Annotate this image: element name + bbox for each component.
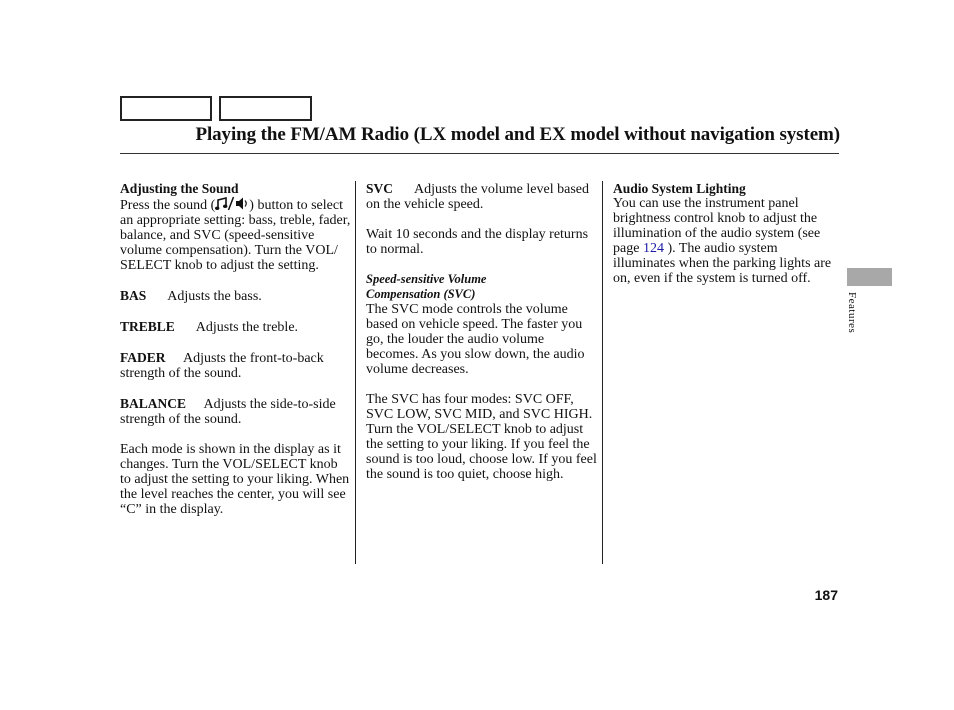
lighting-text-before-link: You can use the instrument panel brightness control knob to adjust the illumination of the audio system (see page — [613, 196, 821, 256]
treble-entry — [120, 319, 352, 335]
sound-button-icon — [215, 196, 249, 211]
balance-entry — [120, 396, 352, 427]
svc-subheading-line1: Speed-sensitive Volume — [366, 272, 487, 286]
section-heading-adjusting-sound: Adjusting the Sound — [120, 181, 239, 196]
bas-term: BAS — [120, 288, 147, 303]
balance-term: BALANCE — [120, 396, 187, 411]
column-svc — [366, 181, 598, 482]
page-link-124[interactable]: 124 — [642, 241, 664, 256]
fader-term: FADER — [120, 350, 166, 365]
column-adjusting-sound — [120, 181, 352, 517]
bas-entry — [120, 288, 352, 304]
side-tab-label: Features — [846, 292, 858, 334]
column-divider-2 — [602, 181, 603, 564]
fader-text: Adjusts the front-to-back strength of the sound. — [120, 351, 324, 381]
treble-term: TREBLE — [120, 319, 175, 334]
treble-text: Adjusts the treble. — [195, 320, 299, 335]
page-number: 187 — [814, 587, 838, 603]
svc-text: Adjusts the volume level based on the vehicle speed. — [366, 182, 589, 212]
fader-entry — [120, 350, 352, 381]
intro-paragraph — [120, 196, 352, 273]
svc-subheading-line2: Compensation (SVC) — [366, 287, 476, 301]
svc-paragraph-2: The SVC has four modes: SVC OFF, SVC LOW, SVC MID, and SVC HIGH. Turn the VOL/SELECT knob to adjust the setting to your liking. If you feel the sound is too loud, choose low. If you feel the sound is too quiet, choose high. — [366, 392, 597, 482]
column-audio-lighting — [613, 181, 841, 286]
page-title: Playing the FM/AM Radio (LX model and EX model without navigation system) — [195, 124, 840, 145]
balance-text: Adjusts the side-to-side strength of the sound. — [120, 397, 336, 427]
side-tab — [847, 268, 892, 286]
svc-term: SVC — [366, 181, 394, 196]
nav-button-2[interactable] — [219, 96, 312, 121]
audio-lighting-paragraph — [613, 196, 841, 286]
nav-button-1[interactable] — [120, 96, 212, 121]
bas-text: Adjusts the bass. — [167, 289, 262, 304]
svc-paragraph-1: The SVC mode controls the volume based on vehicle speed. The faster you go, the louder the audio volume becomes. As you slow down, the audio volume decreases. — [366, 302, 585, 377]
closing-paragraph: Each mode is shown in the display as it changes. Turn the VOL/SELECT knob to adjust the setting to your liking. When the level reaches the center, you will see “C” in the display. — [120, 442, 350, 517]
title-rule — [120, 153, 839, 154]
wait-paragraph: Wait 10 seconds and the display returns to normal. — [366, 227, 589, 257]
intro-text-before-icon: Press the sound ( — [120, 198, 216, 213]
lighting-text-after-link: ). The audio system illuminates when the parking lights are on, even if the system is turned off. — [613, 241, 832, 286]
column-divider-1 — [355, 181, 356, 564]
intro-text-after-icon: ) button to select an appropriate setting: bass, treble, fader, balance, and SVC (speed-sensitive volume compensation). Turn the VOL/ SELECT knob to adjust the setting. — [120, 198, 351, 273]
svc-entry — [366, 181, 598, 212]
section-heading-audio-lighting: Audio System Lighting — [613, 181, 746, 196]
